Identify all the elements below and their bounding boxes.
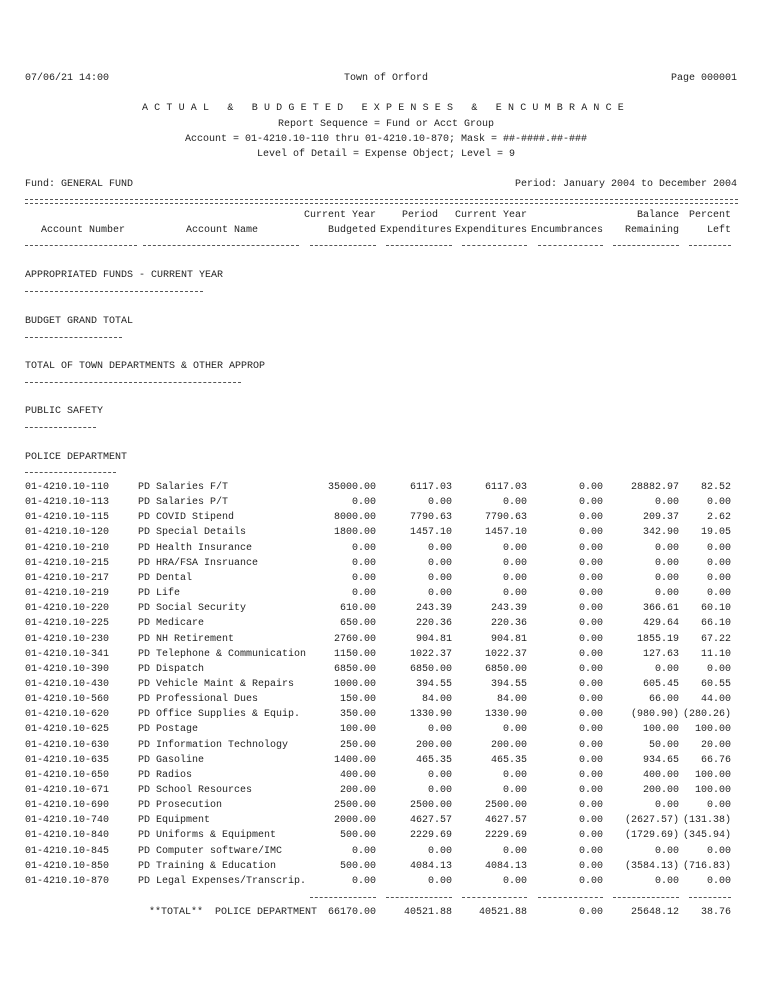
budgeted: 1150.00 bbox=[333, 648, 376, 660]
balance-remaining: 0.00 bbox=[654, 588, 679, 600]
encumbrances: 0.00 bbox=[578, 754, 603, 766]
period-expenditures: 394.55 bbox=[415, 678, 452, 690]
percent-left: 0.00 bbox=[706, 663, 731, 675]
balance-remaining: 0.00 bbox=[654, 542, 679, 554]
account-number: 01-4210.10-690 bbox=[25, 800, 110, 812]
budgeted: 400.00 bbox=[339, 769, 376, 781]
current-expenditures: 904.81 bbox=[490, 633, 527, 645]
account-number: 01-4210.10-113 bbox=[25, 497, 110, 509]
percent-left: 44.00 bbox=[700, 694, 731, 706]
account-number: 01-4210.10-650 bbox=[25, 769, 110, 781]
account-number: 01-4210.10-225 bbox=[25, 618, 110, 630]
account-number: 01-4210.10-560 bbox=[25, 694, 110, 706]
table-row bbox=[0, 740, 772, 755]
col-period-2: Expenditures bbox=[379, 225, 452, 236]
budgeted: 0.00 bbox=[351, 497, 376, 509]
budgeted: 0.00 bbox=[351, 875, 376, 887]
encumbrances: 0.00 bbox=[578, 557, 603, 569]
total-percent: 38.76 bbox=[700, 907, 731, 918]
section-appropriated: APPROPRIATED FUNDS - CURRENT YEAR bbox=[25, 270, 224, 281]
period-expenditures: 4627.57 bbox=[409, 815, 452, 827]
col-current-1: Current Year bbox=[454, 210, 527, 221]
table-row bbox=[0, 785, 772, 800]
current-expenditures: 0.00 bbox=[502, 769, 527, 781]
table-row bbox=[0, 876, 772, 891]
percent-left: 60.55 bbox=[700, 678, 731, 690]
budgeted: 35000.00 bbox=[327, 482, 376, 493]
encumbrances: 0.00 bbox=[578, 663, 603, 675]
table-row bbox=[0, 770, 772, 785]
balance-remaining: (980.90) bbox=[630, 709, 679, 721]
current-expenditures: 394.55 bbox=[490, 678, 527, 690]
encumbrances: 0.00 bbox=[578, 618, 603, 630]
period-expenditures: 6117.03 bbox=[409, 482, 452, 493]
period-expenditures: 243.39 bbox=[415, 603, 452, 615]
budgeted: 0.00 bbox=[351, 588, 376, 600]
period-expenditures: 6850.00 bbox=[409, 663, 452, 675]
account-name: PD Equipment bbox=[138, 815, 211, 827]
account-number: 01-4210.10-210 bbox=[25, 542, 110, 554]
account-name: PD Medicare bbox=[138, 618, 205, 630]
account-number: 01-4210.10-341 bbox=[25, 648, 110, 660]
percent-left: 66.76 bbox=[700, 754, 731, 766]
col-percent-1: Percent bbox=[688, 210, 731, 221]
percent-left: 11.10 bbox=[700, 648, 731, 660]
encumbrances: 0.00 bbox=[578, 512, 603, 524]
balance-remaining: (2627.57) bbox=[624, 815, 679, 827]
balance-remaining: 66.00 bbox=[648, 694, 679, 706]
section-public-safety: PUBLIC SAFETY bbox=[25, 406, 104, 417]
total-budgeted: 66170.00 bbox=[327, 907, 376, 918]
table-row bbox=[0, 649, 772, 664]
col-balance-1: Balance bbox=[636, 210, 679, 221]
account-name: PD Dispatch bbox=[138, 663, 205, 675]
encumbrances: 0.00 bbox=[578, 678, 603, 690]
table-row bbox=[0, 512, 772, 527]
current-expenditures: 84.00 bbox=[496, 694, 527, 706]
period-expenditures: 0.00 bbox=[427, 572, 452, 584]
period-expenditures: 0.00 bbox=[427, 845, 452, 857]
period-expenditures: 84.00 bbox=[421, 694, 452, 706]
page-number: Page 000001 bbox=[670, 73, 737, 84]
percent-left: 100.00 bbox=[694, 785, 731, 796]
period-expenditures: 7790.63 bbox=[409, 512, 452, 524]
budgeted: 0.00 bbox=[351, 845, 376, 857]
budgeted: 2000.00 bbox=[333, 815, 376, 827]
period-expenditures: 2229.69 bbox=[409, 830, 452, 842]
table-row bbox=[0, 724, 772, 739]
current-expenditures: 0.00 bbox=[502, 588, 527, 600]
period-expenditures: 0.00 bbox=[427, 542, 452, 554]
encumbrances: 0.00 bbox=[578, 830, 603, 842]
balance-remaining: 366.61 bbox=[642, 603, 679, 615]
account-number: 01-4210.10-740 bbox=[25, 815, 110, 827]
header-rule bbox=[613, 245, 679, 246]
col-budgeted-1: Current Year bbox=[303, 210, 376, 221]
account-name: PD Vehicle Maint & Repairs bbox=[138, 678, 295, 690]
budgeted: 8000.00 bbox=[333, 512, 376, 524]
encumbrances: 0.00 bbox=[578, 860, 603, 872]
period-expenditures: 0.00 bbox=[427, 724, 452, 736]
percent-left: 20.00 bbox=[700, 739, 731, 751]
header-rule bbox=[310, 245, 376, 246]
budgeted: 6850.00 bbox=[333, 663, 376, 675]
account-number: 01-4210.10-217 bbox=[25, 572, 110, 584]
account-number: 01-4210.10-219 bbox=[25, 588, 110, 600]
period-expenditures: 0.00 bbox=[427, 875, 452, 887]
account-name: PD Salaries P/T bbox=[138, 497, 229, 509]
percent-left: 66.10 bbox=[700, 618, 731, 630]
current-expenditures: 6850.00 bbox=[484, 663, 527, 675]
period-expenditures: 0.00 bbox=[427, 557, 452, 569]
total-rule bbox=[386, 897, 452, 898]
period-expenditures: 1022.37 bbox=[409, 648, 452, 660]
account-number: 01-4210.10-845 bbox=[25, 845, 110, 857]
encumbrances: 0.00 bbox=[578, 785, 603, 796]
header-rule bbox=[462, 245, 527, 246]
account-number: 01-4210.10-850 bbox=[25, 860, 110, 872]
percent-left: 82.52 bbox=[700, 482, 731, 493]
balance-remaining: 127.63 bbox=[642, 648, 679, 660]
budgeted: 0.00 bbox=[351, 557, 376, 569]
budgeted: 2500.00 bbox=[333, 800, 376, 812]
percent-left: 0.00 bbox=[706, 572, 731, 584]
account-number: 01-4210.10-671 bbox=[25, 785, 110, 796]
col-balance-2: Remaining bbox=[624, 225, 679, 236]
balance-remaining: 342.90 bbox=[642, 527, 679, 539]
balance-remaining: 1855.19 bbox=[636, 633, 679, 645]
table-row bbox=[0, 861, 772, 876]
encumbrances: 0.00 bbox=[578, 800, 603, 812]
col-period-1: Period bbox=[401, 210, 438, 221]
current-expenditures: 220.36 bbox=[490, 618, 527, 630]
balance-remaining: 50.00 bbox=[648, 739, 679, 751]
table-row bbox=[0, 815, 772, 830]
account-name: PD Legal Expenses/Transcrip. bbox=[138, 875, 307, 887]
percent-left: (345.94) bbox=[682, 830, 731, 842]
percent-left: 0.00 bbox=[706, 497, 731, 509]
table-row bbox=[0, 800, 772, 815]
table-row bbox=[0, 709, 772, 724]
balance-remaining: 429.64 bbox=[642, 618, 679, 630]
encumbrances: 0.00 bbox=[578, 648, 603, 660]
balance-remaining: 28882.97 bbox=[630, 482, 679, 493]
budgeted: 1800.00 bbox=[333, 527, 376, 539]
account-name: PD Social Security bbox=[138, 603, 247, 615]
budgeted: 1000.00 bbox=[333, 678, 376, 690]
total-period: 40521.88 bbox=[403, 907, 452, 918]
percent-left: 19.05 bbox=[700, 527, 731, 539]
encumbrances: 0.00 bbox=[578, 527, 603, 539]
header-rule bbox=[143, 245, 299, 246]
percent-left: 100.00 bbox=[694, 724, 731, 736]
encumbrances: 0.00 bbox=[578, 588, 603, 600]
encumbrances: 0.00 bbox=[578, 724, 603, 736]
account-name: PD COVID Stipend bbox=[138, 512, 235, 524]
table-row bbox=[0, 527, 772, 542]
double-rule bbox=[25, 199, 738, 204]
section-underline bbox=[25, 337, 122, 338]
total-rule bbox=[613, 897, 679, 898]
account-number: 01-4210.10-215 bbox=[25, 557, 110, 569]
account-number: 01-4210.10-870 bbox=[25, 875, 110, 887]
percent-left: (280.26) bbox=[682, 709, 731, 721]
percent-left: 0.00 bbox=[706, 557, 731, 569]
balance-remaining: 0.00 bbox=[654, 663, 679, 675]
balance-remaining: 0.00 bbox=[654, 557, 679, 569]
total-encumbrances: 0.00 bbox=[578, 907, 603, 918]
total-rule bbox=[310, 897, 376, 898]
current-expenditures: 6117.03 bbox=[484, 482, 527, 493]
fund-label: Fund: GENERAL FUND bbox=[25, 179, 134, 190]
period-expenditures: 0.00 bbox=[427, 497, 452, 509]
encumbrances: 0.00 bbox=[578, 694, 603, 706]
table-row bbox=[0, 573, 772, 588]
budgeted: 200.00 bbox=[339, 785, 376, 796]
balance-remaining: 0.00 bbox=[654, 800, 679, 812]
encumbrances: 0.00 bbox=[578, 709, 603, 721]
encumbrances: 0.00 bbox=[578, 845, 603, 857]
table-row bbox=[0, 497, 772, 512]
total-balance: 25648.12 bbox=[630, 907, 679, 918]
account-number: 01-4210.10-115 bbox=[25, 512, 110, 524]
encumbrances: 0.00 bbox=[578, 815, 603, 827]
col-budgeted-2: Budgeted bbox=[327, 225, 376, 236]
current-expenditures: 243.39 bbox=[490, 603, 527, 615]
current-expenditures: 0.00 bbox=[502, 875, 527, 887]
account-name: PD HRA/FSA Insruance bbox=[138, 557, 259, 569]
current-expenditures: 0.00 bbox=[502, 572, 527, 584]
total-rule bbox=[462, 897, 527, 898]
header-rule bbox=[25, 245, 137, 246]
section-town-departments: TOTAL OF TOWN DEPARTMENTS & OTHER APPROP bbox=[25, 361, 266, 372]
table-row bbox=[0, 543, 772, 558]
encumbrances: 0.00 bbox=[578, 482, 603, 493]
account-number: 01-4210.10-230 bbox=[25, 633, 110, 645]
header-rule bbox=[386, 245, 452, 246]
period-expenditures: 0.00 bbox=[427, 785, 452, 796]
encumbrances: 0.00 bbox=[578, 542, 603, 554]
account-name: PD Telephone & Communication bbox=[138, 648, 307, 660]
account-number: 01-4210.10-220 bbox=[25, 603, 110, 615]
current-expenditures: 0.00 bbox=[502, 557, 527, 569]
current-expenditures: 0.00 bbox=[502, 724, 527, 736]
encumbrances: 0.00 bbox=[578, 497, 603, 509]
balance-remaining: 0.00 bbox=[654, 497, 679, 509]
encumbrances: 0.00 bbox=[578, 633, 603, 645]
section-underline bbox=[25, 382, 241, 383]
current-expenditures: 200.00 bbox=[490, 739, 527, 751]
account-name: PD Special Details bbox=[138, 527, 247, 539]
balance-remaining: 0.00 bbox=[654, 845, 679, 857]
period-expenditures: 0.00 bbox=[427, 588, 452, 600]
percent-left: (131.38) bbox=[682, 815, 731, 827]
balance-remaining: 200.00 bbox=[642, 785, 679, 796]
account-name: PD NH Retirement bbox=[138, 633, 235, 645]
total-rule bbox=[538, 897, 603, 898]
section-underline bbox=[25, 472, 116, 473]
account-number: 01-4210.10-635 bbox=[25, 754, 110, 766]
account-number: 01-4210.10-840 bbox=[25, 830, 110, 842]
period-expenditures: 1457.10 bbox=[409, 527, 452, 539]
encumbrances: 0.00 bbox=[578, 603, 603, 615]
period-expenditures: 465.35 bbox=[415, 754, 452, 766]
current-expenditures: 0.00 bbox=[502, 845, 527, 857]
section-police-department: POLICE DEPARTMENT bbox=[25, 452, 128, 463]
account-name: PD Salaries F/T bbox=[138, 482, 229, 493]
current-expenditures: 1457.10 bbox=[484, 527, 527, 539]
balance-remaining: 0.00 bbox=[654, 572, 679, 584]
header-rule bbox=[689, 245, 731, 246]
period-expenditures: 0.00 bbox=[427, 769, 452, 781]
table-row bbox=[0, 603, 772, 618]
table-row bbox=[0, 618, 772, 633]
period-label: Period: January 2004 to December 2004 bbox=[514, 179, 737, 190]
percent-left: 67.22 bbox=[700, 633, 731, 645]
col-encumbrances: Encumbrances bbox=[530, 225, 603, 236]
col-account-number: Account Number bbox=[41, 225, 126, 236]
detail-level: Level of Detail = Expense Object; Level = 9 bbox=[256, 149, 516, 160]
budgeted: 500.00 bbox=[339, 830, 376, 842]
table-row bbox=[0, 846, 772, 861]
percent-left: 0.00 bbox=[706, 845, 731, 857]
organization-name: Town of Orford bbox=[343, 73, 428, 84]
account-number: 01-4210.10-620 bbox=[25, 709, 110, 721]
account-name: PD Health Insurance bbox=[138, 542, 253, 554]
table-row bbox=[0, 830, 772, 845]
period-expenditures: 2500.00 bbox=[409, 800, 452, 812]
current-expenditures: 0.00 bbox=[502, 785, 527, 796]
table-row bbox=[0, 634, 772, 649]
account-number: 01-4210.10-430 bbox=[25, 678, 110, 690]
budgeted: 1400.00 bbox=[333, 754, 376, 766]
current-expenditures: 0.00 bbox=[502, 542, 527, 554]
account-name: PD Training & Education bbox=[138, 860, 277, 872]
budgeted: 350.00 bbox=[339, 709, 376, 721]
period-expenditures: 220.36 bbox=[415, 618, 452, 630]
table-row bbox=[0, 694, 772, 709]
account-number: 01-4210.10-630 bbox=[25, 739, 110, 751]
balance-remaining: 605.45 bbox=[642, 678, 679, 690]
report-title: ACTUAL & BUDGETED EXPENSES & ENCUMBRANCE bbox=[141, 103, 631, 114]
account-name: PD Office Supplies & Equip. bbox=[138, 709, 301, 721]
account-name: PD Uniforms & Equipment bbox=[138, 830, 277, 842]
current-expenditures: 4627.57 bbox=[484, 815, 527, 827]
table-row bbox=[0, 755, 772, 770]
header-rule bbox=[538, 245, 603, 246]
period-expenditures: 4084.13 bbox=[409, 860, 452, 872]
current-expenditures: 2500.00 bbox=[484, 800, 527, 812]
section-budget-grand-total: BUDGET GRAND TOTAL bbox=[25, 316, 134, 327]
encumbrances: 0.00 bbox=[578, 572, 603, 584]
total-current: 40521.88 bbox=[478, 907, 527, 918]
budgeted: 150.00 bbox=[339, 694, 376, 706]
current-expenditures: 2229.69 bbox=[484, 830, 527, 842]
period-expenditures: 904.81 bbox=[415, 633, 452, 645]
total-rule bbox=[689, 897, 731, 898]
encumbrances: 0.00 bbox=[578, 875, 603, 887]
account-number: 01-4210.10-625 bbox=[25, 724, 110, 736]
col-account-name: Account Name bbox=[186, 225, 259, 236]
current-expenditures: 0.00 bbox=[502, 497, 527, 509]
encumbrances: 0.00 bbox=[578, 769, 603, 781]
table-row bbox=[0, 482, 772, 497]
section-underline bbox=[25, 291, 203, 292]
account-name: PD Life bbox=[138, 588, 181, 600]
total-label: **TOTAL** POLICE DEPARTMENT bbox=[149, 907, 318, 918]
account-name: PD Postage bbox=[138, 724, 199, 736]
table-row bbox=[0, 558, 772, 573]
balance-remaining: 400.00 bbox=[642, 769, 679, 781]
balance-remaining: 934.65 bbox=[642, 754, 679, 766]
account-range: Account = 01-4210.10-110 thru 01-4210.10-870; Mask = ##-####.##-### bbox=[184, 134, 588, 145]
account-name: PD Prosecution bbox=[138, 800, 223, 812]
percent-left: (716.83) bbox=[682, 860, 731, 872]
balance-remaining: (3584.13) bbox=[624, 860, 679, 872]
current-expenditures: 7790.63 bbox=[484, 512, 527, 524]
account-name: PD Radios bbox=[138, 769, 193, 781]
total-row bbox=[0, 907, 772, 922]
budgeted: 2760.00 bbox=[333, 633, 376, 645]
balance-remaining: (1729.69) bbox=[624, 830, 679, 842]
account-name: PD Information Technology bbox=[138, 739, 289, 751]
account-number: 01-4210.10-110 bbox=[25, 482, 110, 493]
report-sequence: Report Sequence = Fund or Acct Group bbox=[277, 119, 495, 130]
col-current-2: Expenditures bbox=[454, 225, 527, 236]
account-name: PD Computer software/IMC bbox=[138, 845, 283, 857]
section-underline bbox=[25, 427, 96, 428]
balance-remaining: 0.00 bbox=[654, 875, 679, 887]
account-name: PD Gasoline bbox=[138, 754, 205, 766]
percent-left: 0.00 bbox=[706, 542, 731, 554]
percent-left: 100.00 bbox=[694, 769, 731, 781]
account-number: 01-4210.10-120 bbox=[25, 527, 110, 539]
account-name: PD School Resources bbox=[138, 785, 253, 796]
percent-left: 0.00 bbox=[706, 588, 731, 600]
current-expenditures: 465.35 bbox=[490, 754, 527, 766]
current-expenditures: 1330.90 bbox=[484, 709, 527, 721]
percent-left: 60.10 bbox=[700, 603, 731, 615]
current-expenditures: 1022.37 bbox=[484, 648, 527, 660]
budgeted: 0.00 bbox=[351, 572, 376, 584]
account-number: 01-4210.10-390 bbox=[25, 663, 110, 675]
encumbrances: 0.00 bbox=[578, 739, 603, 751]
account-name: PD Dental bbox=[138, 572, 193, 584]
balance-remaining: 209.37 bbox=[642, 512, 679, 524]
percent-left: 2.62 bbox=[706, 512, 731, 524]
budgeted: 610.00 bbox=[339, 603, 376, 615]
percent-left: 0.00 bbox=[706, 875, 731, 887]
report-datetime: 07/06/21 14:00 bbox=[25, 73, 110, 84]
current-expenditures: 4084.13 bbox=[484, 860, 527, 872]
account-name: PD Professional Dues bbox=[138, 694, 259, 706]
budgeted: 250.00 bbox=[339, 739, 376, 751]
period-expenditures: 200.00 bbox=[415, 739, 452, 751]
col-percent-2: Left bbox=[706, 225, 731, 236]
budgeted: 0.00 bbox=[351, 542, 376, 554]
table-row bbox=[0, 664, 772, 679]
table-row bbox=[0, 588, 772, 603]
budgeted: 500.00 bbox=[339, 860, 376, 872]
balance-remaining: 100.00 bbox=[642, 724, 679, 736]
period-expenditures: 1330.90 bbox=[409, 709, 452, 721]
budgeted: 100.00 bbox=[339, 724, 376, 736]
percent-left: 0.00 bbox=[706, 800, 731, 812]
table-row bbox=[0, 679, 772, 694]
budgeted: 650.00 bbox=[339, 618, 376, 630]
